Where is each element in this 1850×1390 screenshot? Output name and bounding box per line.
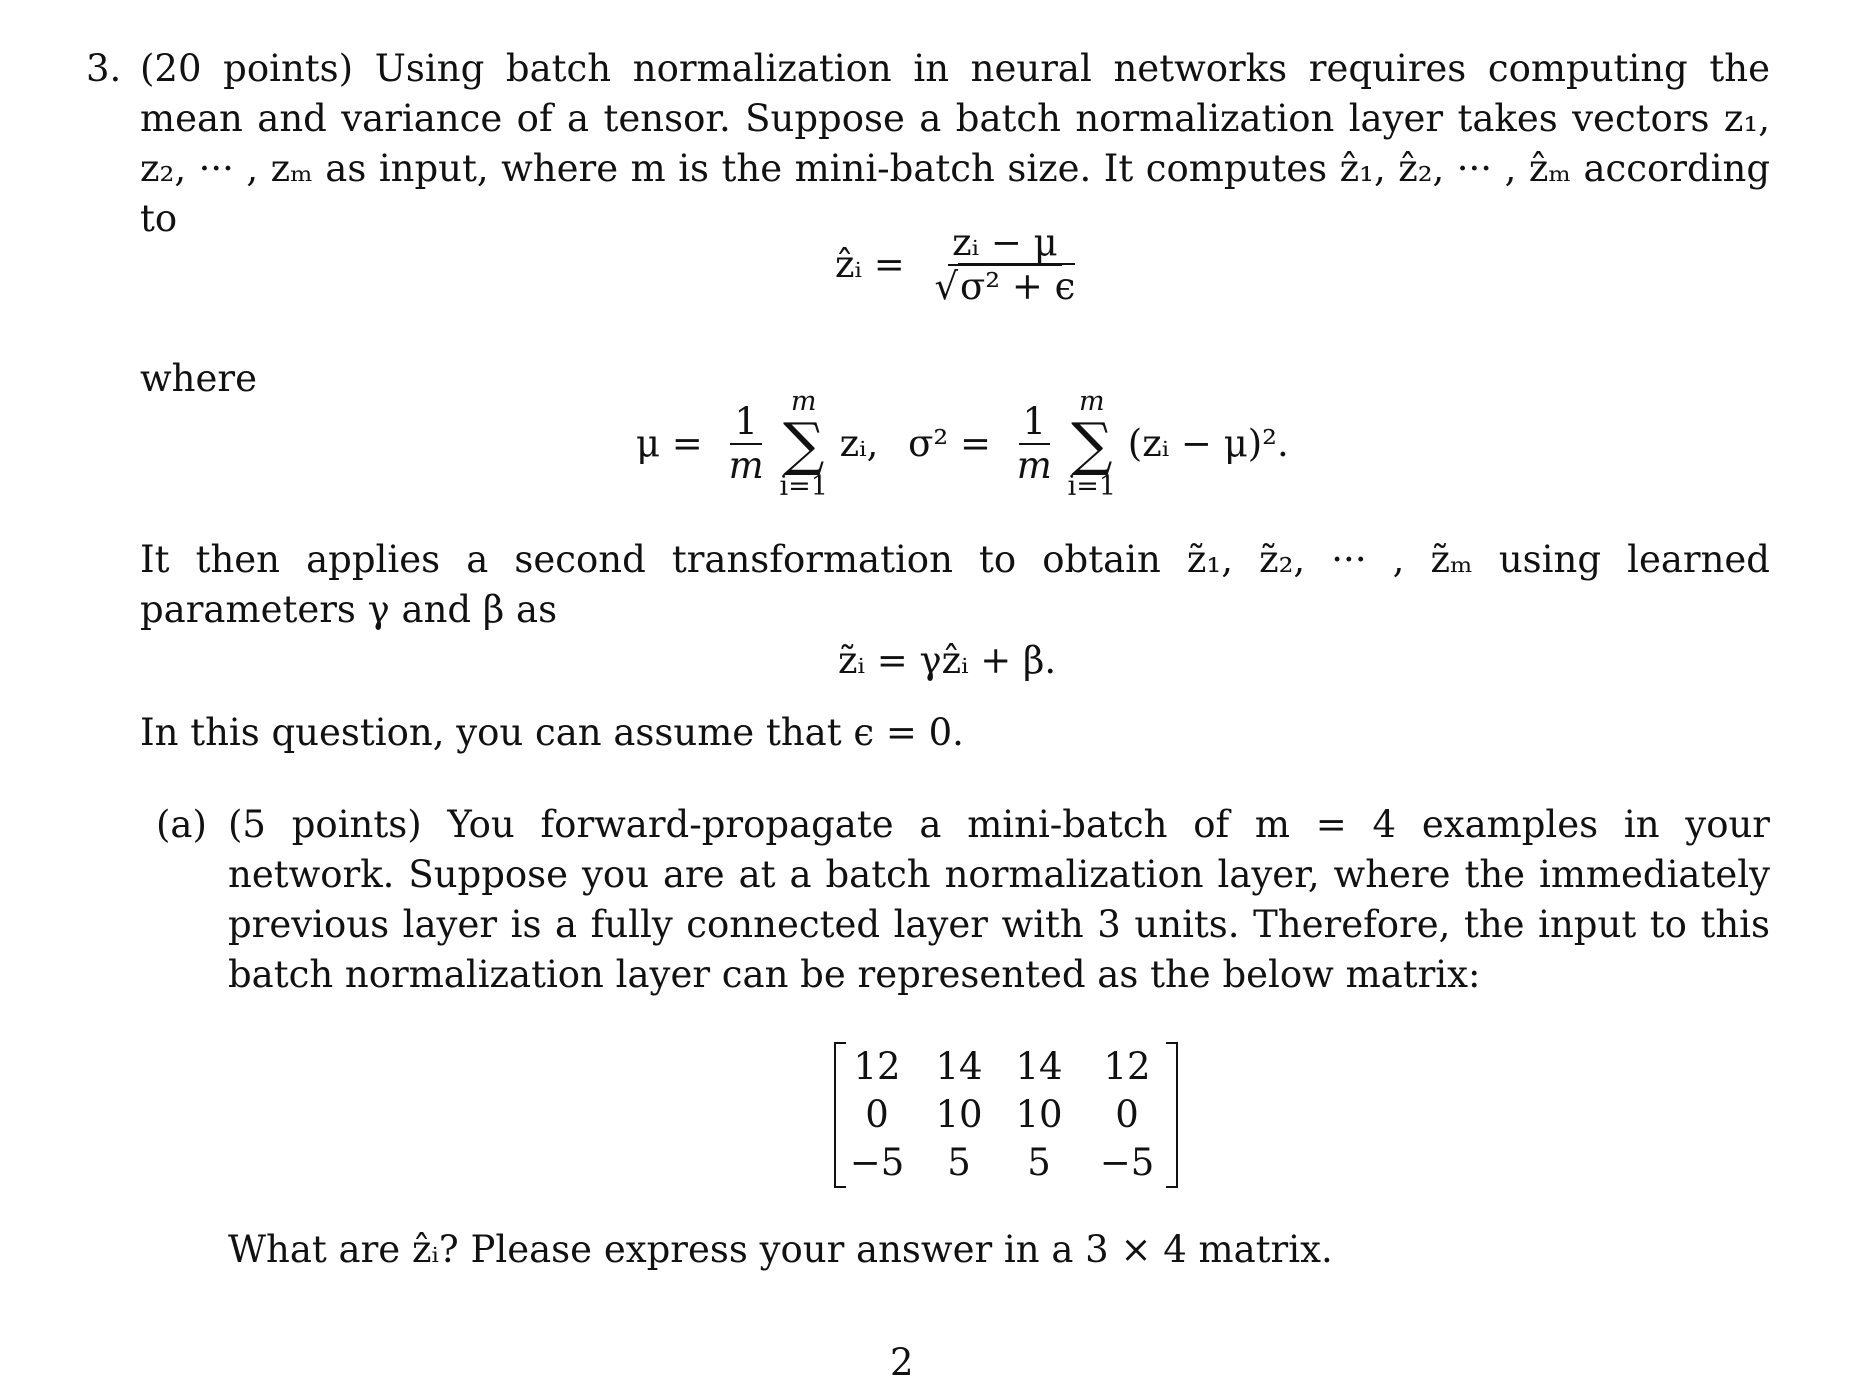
matrix-cell: 5 [947,1141,971,1184]
matrix-cell: 14 [935,1045,983,1088]
assumption-text: In this question, you can assume that ϵ = 0. [140,711,964,754]
matrix-cell: −5 [849,1141,905,1184]
matrix-cell: 0 [865,1093,889,1136]
eq-mu-frac-num: 1 [730,401,762,445]
matrix-cell: 0 [1115,1093,1139,1136]
matrix-row [836,1042,1176,1092]
eq-normalize-denominator: σ² + ϵ [960,265,1076,308]
eq-sqrt-symbol: √ [934,265,959,308]
where-label: where [140,357,257,400]
input-matrix [834,1042,1178,1188]
eq-var-sum-top: m [1079,386,1105,417]
equation-normalize [835,222,1079,308]
matrix-cell: 10 [1015,1093,1063,1136]
matrix-cell: 12 [853,1045,901,1088]
part-a-text: (5 points) You forward-propagate a mini-batch of m = 4 examples in your network. Suppose you are at a batch normalization layer, where the immediately previous layer is a fully connected layer with 3 units. Therefore, the input to this batch normalization layer can be represented as the below matrix: [228,803,1770,996]
eq-mu-tail: zᵢ, [839,422,879,465]
eq-var-frac-num: 1 [1019,401,1051,445]
eq-normalize-lhs: ẑᵢ = [835,243,905,286]
eq-mu-frac-den: m [728,444,764,487]
matrix-cell: 10 [935,1093,983,1136]
matrix-row [836,1090,1176,1140]
eq-normalize-denominator-wrap [930,266,1079,308]
eq-var-tail: (zᵢ − μ)². [1127,422,1289,465]
transformation-text: It then applies a second transformation to obtain z̃₁, z̃₂, ··· , z̃ₘ using learned parameters γ and β as [140,538,1770,631]
eq-var-frac-den: m [1016,444,1052,487]
matrix-cell: 14 [1015,1045,1063,1088]
eq-normalize-numerator: zᵢ − μ [948,222,1062,266]
matrix-cell: −5 [1099,1141,1155,1184]
eq-mu-fraction [725,401,768,487]
part-a-question: What are ẑᵢ? Please express your answer in a 3 × 4 matrix. [228,1228,1333,1271]
page-number: 2 [890,1341,914,1384]
eq-var-sum [1068,388,1116,500]
eq-var-sum-symbol: ∑ [1071,410,1113,478]
equation-mean-variance [636,388,1289,500]
eq-var-sum-bottom: i=1 [1067,471,1117,502]
eq-mu-sum-bottom: i=1 [779,471,828,502]
eq-mu-lhs: μ = [636,422,703,465]
matrix-cell: 12 [1103,1045,1151,1088]
matrix-row [836,1138,1176,1188]
eq-mu-sum [779,388,827,500]
eq-normalize-fraction [930,222,1079,308]
matrix-cell: 5 [1027,1141,1051,1184]
question-number: 3. [86,47,122,90]
eq-var-lhs: σ² = [908,422,991,465]
eq-mu-sum-symbol: ∑ [782,410,825,478]
eq-var-fraction [1013,401,1056,487]
question-intro: (20 points) Using batch normalization in neural networks requires computing the mean and variance of a tensor. Suppose a batch normalization layer takes vectors z₁, z₂, ··· , zₘ as input, where m is the mini-batch size. It computes ẑ₁, ẑ₂, ··· , ẑₘ according to [140,47,1770,240]
eq-mu-sum-top: m [790,386,817,417]
equation-transform: z̃ᵢ = γẑᵢ + β. [838,639,1057,682]
part-a-label: (a) [156,803,207,846]
